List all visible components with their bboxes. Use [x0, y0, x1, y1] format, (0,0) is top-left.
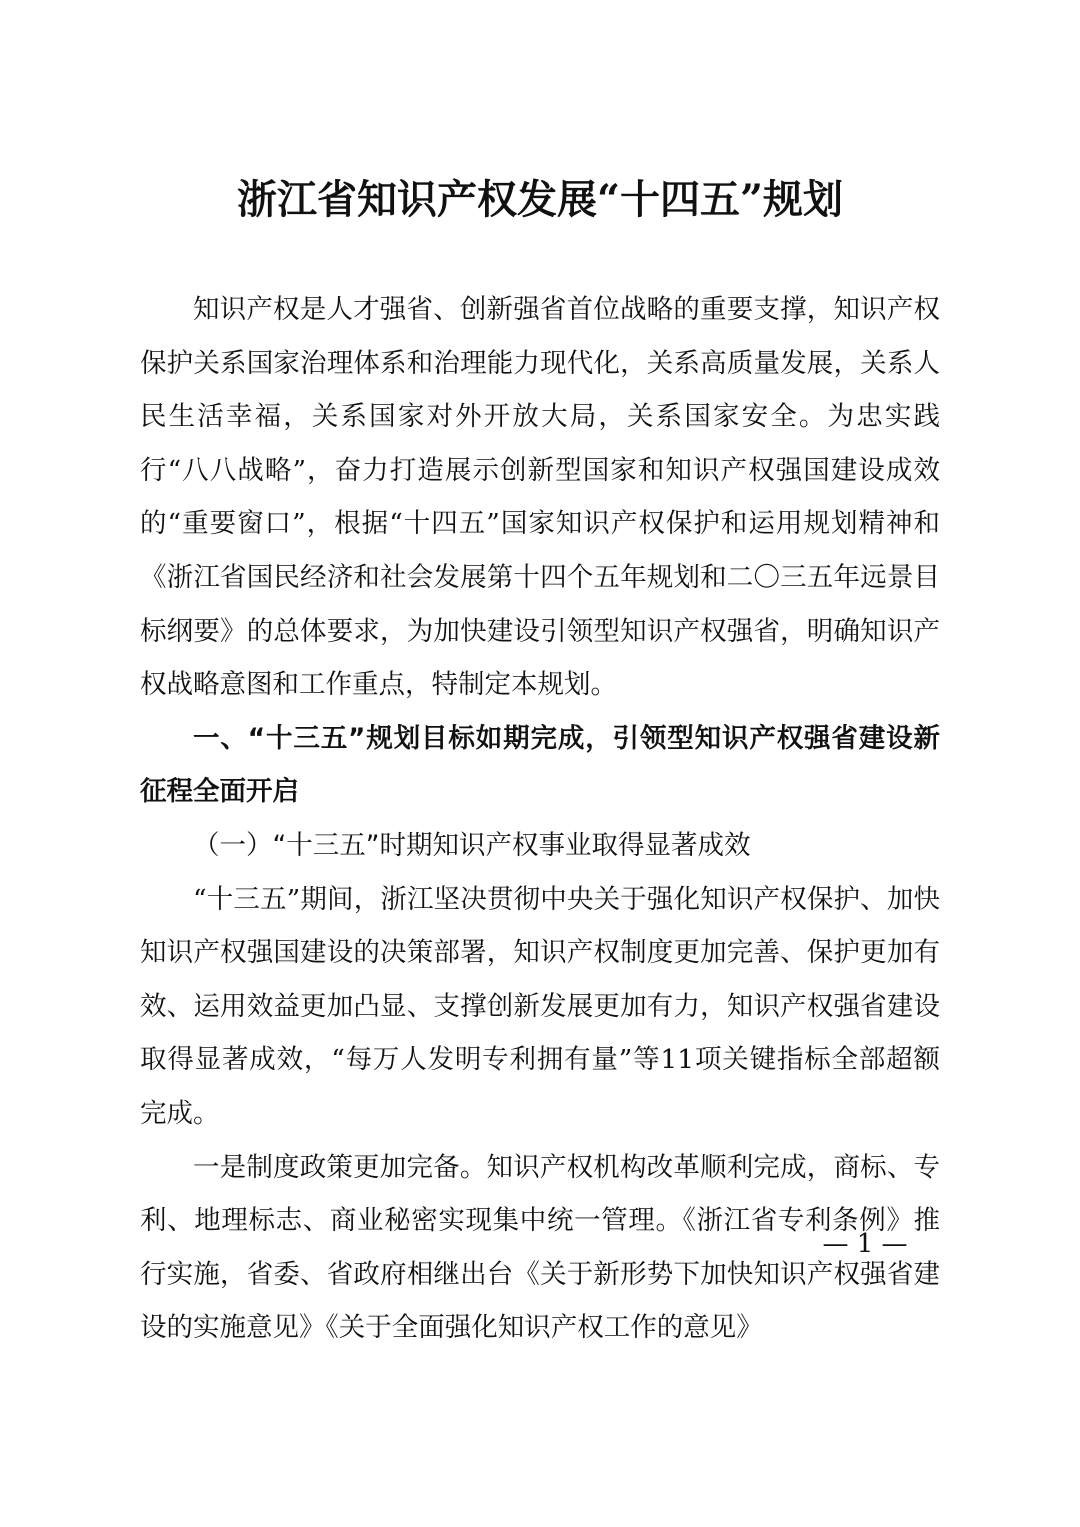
- intro-paragraph: 知识产权是人才强省、创新强省首位战略的重要支撑，知识产权保护关系国家治理体系和治理能力现代化，关系高质量发展，关系人民生活幸福，关系国家对外开放大局，关系国家安全。为忠实践行“八八战略”，奋力打造展示创新型国家和知识产权强国建设成效的“重要窗口”，根据“十四五”国家知识产权保护和运用规划精神和《浙江省国民经济和社会发展第十四个五年规划和二〇三五年远景目标纲要》的总体要求，为加快建设引领型知识产权强省，明确知识产权战略意图和工作重点，特制定本规划。: [140, 294, 940, 701]
- point-text-1: 知识产权机构改革顺利完成，商标、专利、地理标志、商业秘密实现集中统一管理。《浙江省专利条例》推行实施，省委、省政府相继出台《关于新形势下加快知识产权强省建设的实施意见》《关于全面强化知识产权工作的意见》: [140, 1151, 941, 1344]
- document-title: 浙江省知识产权发展“十四五”规划: [236, 176, 843, 223]
- section-heading-1: 一、“十三五”规划目标如期完成，引领型知识产权强省建设新征程全面开启: [140, 722, 940, 808]
- subsection-heading-1: （一）“十三五”时期知识产权事业取得显著成效: [193, 829, 751, 861]
- subsection-paragraph-1: “十三五”期间，浙江坚决贯彻中央关于强化知识产权保护、加快知识产权强国建设的决策部署，知识产权制度更加完善、保护更加有效、运用效益更加凸显、支撑创新发展更加有力，知识产权强省建设取得显著成效，“每万人发明专利拥有量”等11项关键指标全部超额完成。: [140, 883, 940, 1129]
- document-body: [140, 283, 940, 1355]
- point-lead-1: 一是制度政策更加完备。: [193, 1151, 487, 1183]
- page-number: — 1 —: [822, 1229, 908, 1259]
